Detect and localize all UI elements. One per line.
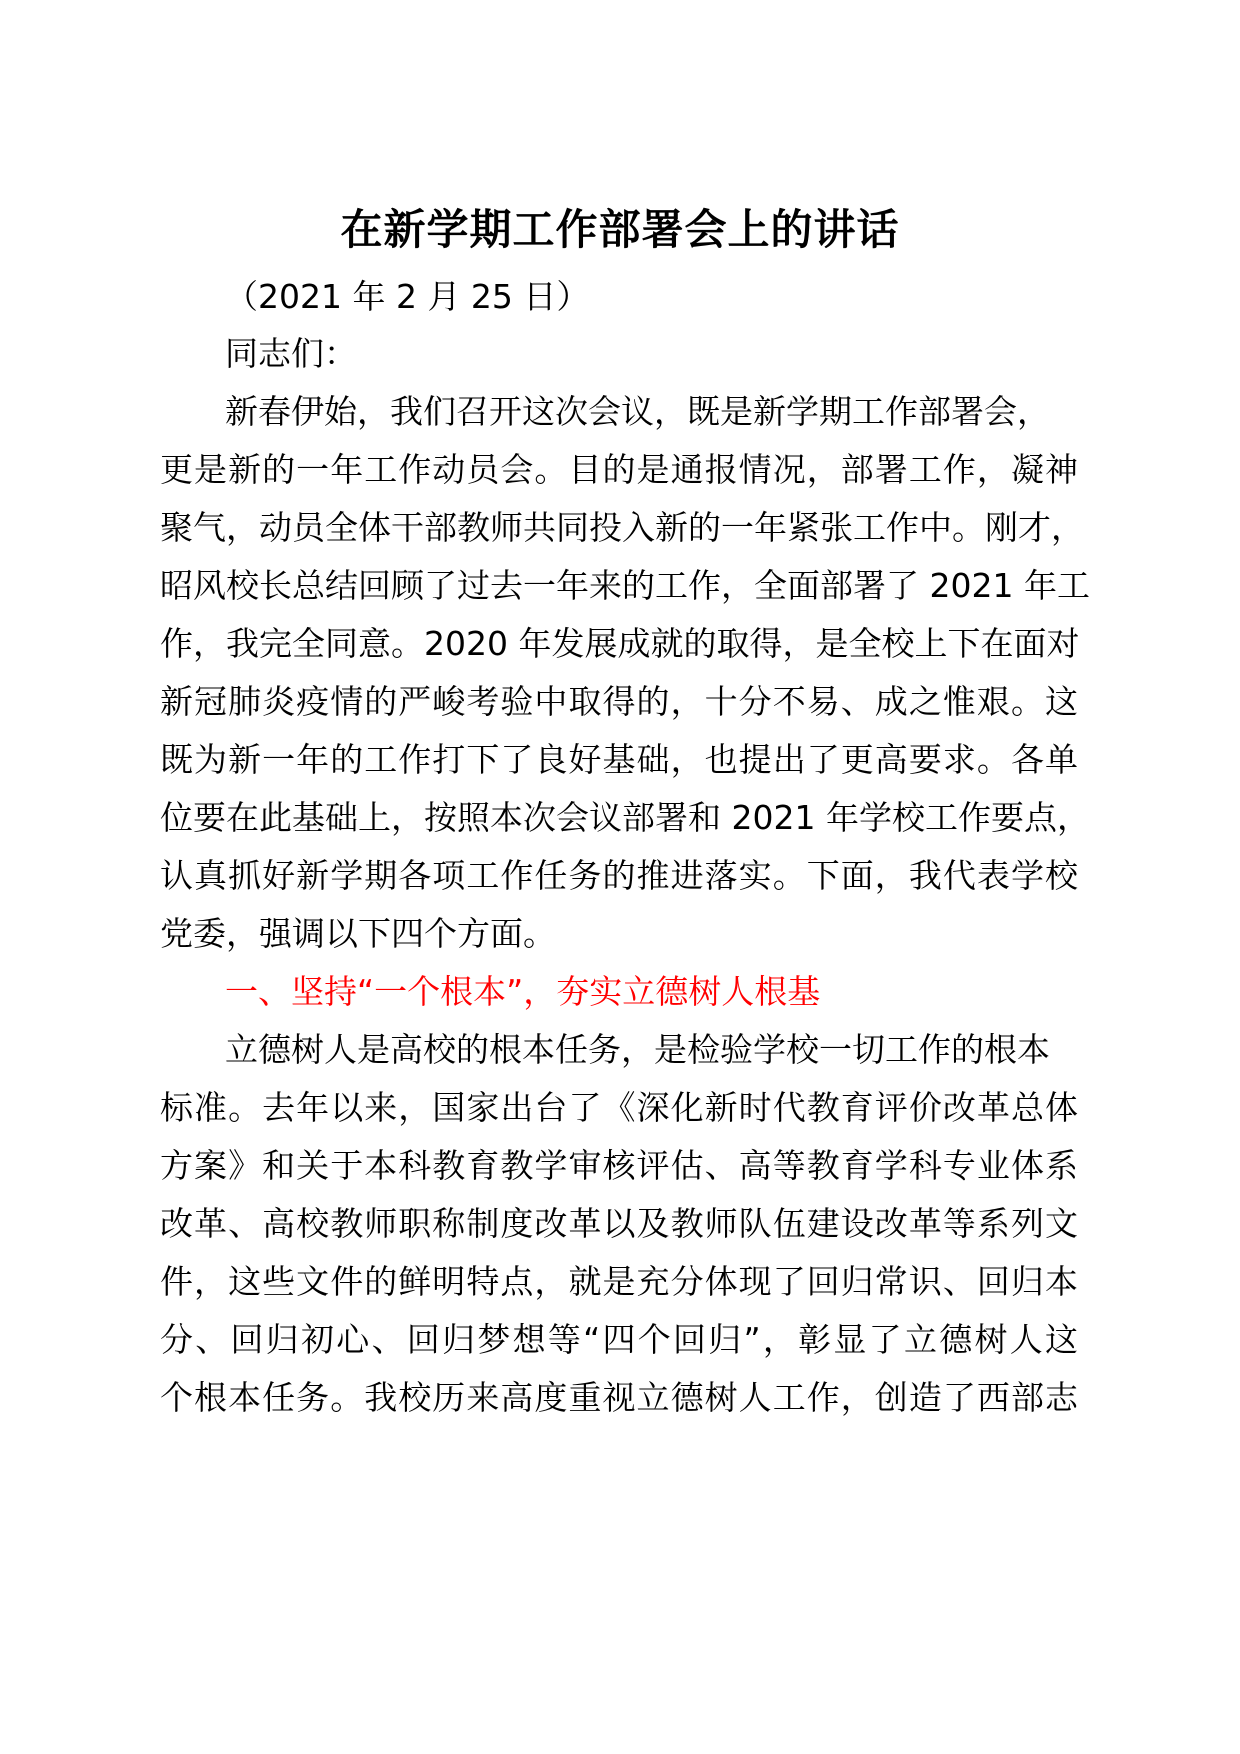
document-title: 在新学期工作部署会上的讲话 [340,205,900,254]
paragraph-line: 位要在此基础上，按照本次会议部署和 2021 年学校工作要点， [160,798,1090,837]
paragraph-line: 既为新一年的工作打下了良好基础，也提出了更高要求。各单 [160,740,1078,779]
paragraph-line: 新冠肺炎疫情的严峻考验中取得的，十分不易、成之惟艰。这 [160,682,1078,721]
paragraph-line: 聚气，动员全体干部教师共同投入新的一年紧张工作中。刚才， [160,508,1084,547]
paragraph-line: 认真抓好新学期各项工作任务的推进落实。下面，我代表学校 [160,856,1078,895]
paragraph-line: 件，这些文件的鲜明特点，就是充分体现了回归常识、回归本 [160,1262,1078,1301]
paragraph-line: 党委，强调以下四个方面。 [160,914,556,953]
paragraph-line: 更是新的一年工作动员会。目的是通报情况，部署工作，凝神 [160,450,1078,489]
paragraph-line: 方案》和关于本科教育教学审核评估、高等教育学科专业体系 [160,1146,1078,1185]
paragraph-line: 作，我完全同意。2020 年发展成就的取得，是全校上下在面对 [160,624,1080,663]
paragraph-line: 分、回归初心、回归梦想等“四个回归”，彰显了立德树人这 [160,1320,1078,1359]
paragraph-line: 立德树人是高校的根本任务，是检验学校一切工作的根本 [225,1030,1050,1069]
date-line: （2021 年 2 月 25 日） [225,277,590,316]
paragraph-line: 新春伊始，我们召开这次会议，既是新学期工作部署会， [225,392,1050,431]
salutation: 同志们： [225,334,357,373]
paragraph-line: 标准。去年以来，国家出台了《深化新时代教育评价改革总体 [160,1088,1078,1127]
section-heading: 一、坚持“一个根本”，夯实立德树人根基 [225,972,821,1011]
paragraph-line: 个根本任务。我校历来高度重视立德树人工作，创造了西部志 [160,1378,1078,1417]
paragraph-line: 昭风校长总结回顾了过去一年来的工作，全面部署了 2021 年工 [160,566,1090,605]
paragraph-line: 改革、高校教师职称制度改革以及教师队伍建设改革等系列文 [160,1204,1078,1243]
